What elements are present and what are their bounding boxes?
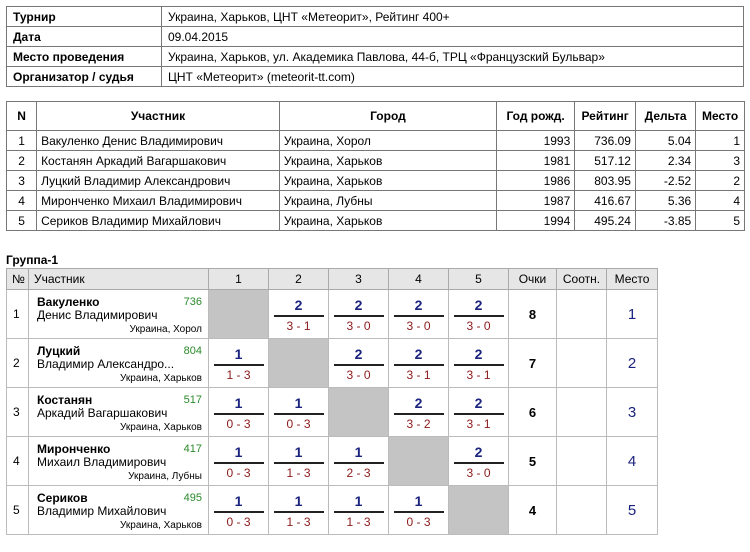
cell-delta: 2.34: [635, 151, 695, 171]
table-row: [7, 151, 745, 171]
set-score: 0 - 3: [226, 465, 251, 480]
group-header-points: Очки: [509, 269, 557, 290]
cell-n: 2: [7, 151, 37, 171]
match-result-cell: [209, 437, 269, 486]
group-ratio: [557, 437, 607, 486]
group-row: [7, 388, 658, 437]
cell-n: 1: [7, 131, 37, 151]
match-score: 1: [234, 394, 243, 411]
score-divider: [394, 413, 444, 415]
group-header-col-3: 3: [329, 269, 389, 290]
header-birth-year: Год рожд.: [496, 102, 574, 131]
group-player-cell: [29, 388, 209, 437]
score-divider: [454, 364, 504, 366]
match-score: 1: [234, 443, 243, 460]
header-participant: Участник: [37, 102, 280, 131]
score-divider: [214, 511, 264, 513]
match-result: [394, 394, 444, 431]
set-score: 3 - 1: [466, 416, 491, 431]
header-place: Место: [696, 102, 745, 131]
player-city: Украина, Харьков: [120, 422, 202, 433]
match-result: [214, 443, 264, 480]
match-result-cell: [209, 486, 269, 535]
set-score: 1 - 3: [226, 367, 251, 382]
group-header-num: №: [7, 269, 29, 290]
set-score: 3 - 0: [466, 465, 491, 480]
group-header-col-4: 4: [389, 269, 449, 290]
cell-rating: 803.95: [575, 171, 636, 191]
player-rating: 417: [183, 443, 202, 455]
match-score: 2: [414, 394, 423, 411]
header-city: Город: [279, 102, 496, 131]
cell-city: Украина, Хорол: [279, 131, 496, 151]
set-score: 0 - 3: [406, 514, 431, 529]
match-result-cell: [269, 486, 329, 535]
set-score: 3 - 1: [286, 318, 311, 333]
group-header-col-1: 1: [209, 269, 269, 290]
score-divider: [394, 511, 444, 513]
set-score: 3 - 0: [346, 367, 371, 382]
group-place: 5: [607, 486, 658, 535]
score-divider: [274, 511, 324, 513]
group-row: [7, 290, 658, 339]
match-result-cell: [209, 388, 269, 437]
cell-participant: Сериков Владимир Михайлович: [37, 211, 280, 231]
player-last-name: Вакуленко: [37, 295, 100, 309]
group-ratio: [557, 486, 607, 535]
set-score: 3 - 0: [466, 318, 491, 333]
player-city: Украина, Лубны: [128, 471, 202, 482]
info-value: Украина, Харьков, ЦНТ «Метеорит», Рейтинг 400+: [162, 7, 744, 27]
participants-table: [6, 101, 745, 231]
match-result: [214, 345, 264, 382]
cell-delta: -3.85: [635, 211, 695, 231]
group-points: 4: [509, 486, 557, 535]
cell-rating: 416.67: [575, 191, 636, 211]
match-result-cell: [389, 290, 449, 339]
player-last-name: Миронченко: [37, 442, 111, 456]
score-divider: [394, 315, 444, 317]
cell-birth-year: 1986: [496, 171, 574, 191]
match-score: 2: [474, 345, 483, 362]
player-rating: 804: [183, 345, 202, 357]
match-result-cell: [269, 437, 329, 486]
score-divider: [334, 462, 384, 464]
group-title: Группа-1: [6, 253, 59, 267]
score-divider: [274, 315, 324, 317]
match-result-cell: [209, 339, 269, 388]
group-points: 8: [509, 290, 557, 339]
match-score: 1: [294, 443, 303, 460]
group-header-col-5: 5: [449, 269, 509, 290]
info-key: Место проведения: [7, 47, 162, 67]
match-result: [274, 492, 324, 529]
match-result: [274, 443, 324, 480]
info-key: Организатор / судья: [7, 67, 162, 87]
match-result: [334, 296, 384, 333]
info-key: Дата: [7, 27, 162, 47]
player-rating: 517: [183, 394, 202, 406]
match-result-cell: [269, 290, 329, 339]
diagonal-cell: [269, 339, 329, 388]
group-row-num: 5: [7, 486, 29, 535]
group-row-num: 3: [7, 388, 29, 437]
match-result: [394, 296, 444, 333]
set-score: 3 - 1: [466, 367, 491, 382]
header-n: N: [7, 102, 37, 131]
group-ratio: [557, 290, 607, 339]
group-ratio: [557, 339, 607, 388]
group-place: 1: [607, 290, 658, 339]
match-score: 1: [414, 492, 423, 509]
match-result: [394, 492, 444, 529]
match-result-cell: [329, 339, 389, 388]
cell-n: 4: [7, 191, 37, 211]
info-row: [7, 67, 744, 87]
player-info: [29, 339, 208, 387]
match-score: 2: [294, 296, 303, 313]
group-row: [7, 486, 658, 535]
player-info: [29, 486, 208, 534]
match-score: 2: [354, 345, 363, 362]
group-ratio: [557, 388, 607, 437]
group-row-num: 4: [7, 437, 29, 486]
match-result-cell: [389, 339, 449, 388]
match-result-cell: [329, 486, 389, 535]
group-row-num: 2: [7, 339, 29, 388]
group-player-cell: [29, 486, 209, 535]
tournament-info-table: [6, 6, 744, 87]
score-divider: [214, 413, 264, 415]
set-score: 1 - 3: [286, 514, 311, 529]
player-last-name: Луцкий: [37, 344, 81, 358]
match-score: 2: [474, 443, 483, 460]
match-score: 1: [294, 492, 303, 509]
cell-n: 3: [7, 171, 37, 191]
table-row: [7, 171, 745, 191]
score-divider: [274, 462, 324, 464]
score-divider: [454, 462, 504, 464]
match-result-cell: [389, 388, 449, 437]
diagonal-cell: [449, 486, 509, 535]
match-score: 1: [294, 394, 303, 411]
match-result: [334, 492, 384, 529]
group-player-cell: [29, 339, 209, 388]
table-row: [7, 191, 745, 211]
group-points: 7: [509, 339, 557, 388]
match-result: [394, 345, 444, 382]
match-score: 2: [474, 296, 483, 313]
cell-place: 5: [696, 211, 745, 231]
player-first-name: Владимир Михайлович: [37, 504, 167, 518]
cell-participant: Луцкий Владимир Александрович: [37, 171, 280, 191]
cell-participant: Миронченко Михаил Владимирович: [37, 191, 280, 211]
match-result-cell: [449, 437, 509, 486]
group-results-table: [6, 268, 658, 535]
match-score: 1: [234, 492, 243, 509]
player-city: Украина, Харьков: [120, 520, 202, 531]
cell-place: 3: [696, 151, 745, 171]
match-score: 2: [414, 345, 423, 362]
cell-rating: 736.09: [575, 131, 636, 151]
match-result-cell: [449, 290, 509, 339]
set-score: 2 - 3: [346, 465, 371, 480]
match-result: [214, 492, 264, 529]
info-row: [7, 47, 744, 67]
match-score: 1: [354, 443, 363, 460]
cell-city: Украина, Харьков: [279, 211, 496, 231]
player-info: [29, 388, 208, 436]
match-score: 2: [354, 296, 363, 313]
cell-rating: 495.24: [575, 211, 636, 231]
group-row: [7, 437, 658, 486]
match-result: [274, 296, 324, 333]
player-first-name: Аркадий Вагаршакович: [37, 406, 168, 420]
match-result: [454, 443, 504, 480]
player-first-name: Владимир Александро...: [37, 357, 175, 371]
diagonal-cell: [329, 388, 389, 437]
cell-participant: Костанян Аркадий Вагаршакович: [37, 151, 280, 171]
match-result: [454, 394, 504, 431]
player-last-name: Костанян: [37, 393, 93, 407]
info-value: Украина, Харьков, ул. Академика Павлова, 44-б, ТРЦ «Французский Бульвар»: [162, 47, 744, 67]
set-score: 3 - 0: [406, 318, 431, 333]
set-score: 0 - 3: [286, 416, 311, 431]
score-divider: [334, 364, 384, 366]
cell-delta: 5.36: [635, 191, 695, 211]
header-delta: Дельта: [635, 102, 695, 131]
score-divider: [334, 315, 384, 317]
set-score: 3 - 2: [406, 416, 431, 431]
set-score: 3 - 1: [406, 367, 431, 382]
set-score: 1 - 3: [286, 465, 311, 480]
match-result: [334, 443, 384, 480]
group-header-name: Участник: [29, 269, 209, 290]
cell-participant: Вакуленко Денис Владимирович: [37, 131, 280, 151]
match-result-cell: [449, 339, 509, 388]
cell-birth-year: 1994: [496, 211, 574, 231]
group-place: 3: [607, 388, 658, 437]
player-last-name: Сериков: [37, 491, 88, 505]
match-result: [454, 296, 504, 333]
player-info: [29, 437, 208, 485]
match-score: 2: [414, 296, 423, 313]
info-key: Турнир: [7, 7, 162, 27]
player-info: [29, 290, 208, 338]
group-points: 5: [509, 437, 557, 486]
info-row: [7, 7, 744, 27]
cell-city: Украина, Лубны: [279, 191, 496, 211]
match-result-cell: [449, 388, 509, 437]
match-result-cell: [329, 437, 389, 486]
cell-birth-year: 1987: [496, 191, 574, 211]
group-header-ratio: Соотн.: [557, 269, 607, 290]
cell-city: Украина, Харьков: [279, 151, 496, 171]
match-result: [454, 345, 504, 382]
score-divider: [334, 511, 384, 513]
match-result: [274, 394, 324, 431]
set-score: 0 - 3: [226, 416, 251, 431]
cell-delta: -2.52: [635, 171, 695, 191]
group-row: [7, 339, 658, 388]
set-score: 0 - 3: [226, 514, 251, 529]
set-score: 1 - 3: [346, 514, 371, 529]
match-result-cell: [329, 290, 389, 339]
player-rating: 736: [183, 296, 202, 308]
group-header-place: Место: [607, 269, 658, 290]
player-rating: 495: [183, 492, 202, 504]
group-player-cell: [29, 290, 209, 339]
group-place: 2: [607, 339, 658, 388]
score-divider: [214, 462, 264, 464]
diagonal-cell: [389, 437, 449, 486]
cell-birth-year: 1981: [496, 151, 574, 171]
cell-place: 4: [696, 191, 745, 211]
match-score: 1: [234, 345, 243, 362]
cell-place: 2: [696, 171, 745, 191]
match-result-cell: [269, 388, 329, 437]
info-value: 09.04.2015: [162, 27, 744, 47]
group-place: 4: [607, 437, 658, 486]
score-divider: [274, 413, 324, 415]
table-row: [7, 211, 745, 231]
score-divider: [394, 364, 444, 366]
diagonal-cell: [209, 290, 269, 339]
cell-city: Украина, Харьков: [279, 171, 496, 191]
cell-birth-year: 1993: [496, 131, 574, 151]
player-city: Украина, Харьков: [120, 373, 202, 384]
score-divider: [454, 315, 504, 317]
set-score: 3 - 0: [346, 318, 371, 333]
cell-delta: 5.04: [635, 131, 695, 151]
table-row: [7, 131, 745, 151]
match-result: [334, 345, 384, 382]
cell-place: 1: [696, 131, 745, 151]
group-row-num: 1: [7, 290, 29, 339]
match-result: [214, 394, 264, 431]
header-rating: Рейтинг: [575, 102, 636, 131]
group-points: 6: [509, 388, 557, 437]
score-divider: [454, 413, 504, 415]
info-row: [7, 27, 744, 47]
group-player-cell: [29, 437, 209, 486]
score-divider: [214, 364, 264, 366]
match-score: 1: [354, 492, 363, 509]
group-header-col-2: 2: [269, 269, 329, 290]
cell-n: 5: [7, 211, 37, 231]
info-value: ЦНТ «Метеорит» (meteorit-tt.com): [162, 67, 744, 87]
cell-rating: 517.12: [575, 151, 636, 171]
player-city: Украина, Хорол: [129, 324, 202, 335]
player-first-name: Михаил Владимирович: [37, 455, 167, 469]
match-result-cell: [389, 486, 449, 535]
player-first-name: Денис Владимирович: [37, 308, 158, 322]
match-score: 2: [474, 394, 483, 411]
